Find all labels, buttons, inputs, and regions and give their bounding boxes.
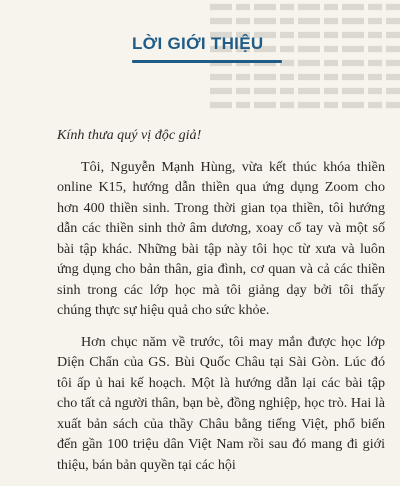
paragraph-1: Tôi, Nguyễn Mạnh Hùng, vừa kết thúc khóa thiền online K15, hướng dẫn thiền qua ứng dụng Zoom cho hơn 400 thiền sinh. Trong thời gian tọa thiền, tôi hướng dẫn các thiền sinh thở âm dương, xoay cổ tay và một số bài tập khác. Những bài tập này tôi học từ xưa và luôn ứng dụng cho bản thân, gia đình, cơ quan và cả các thiền sinh trong các lớp học mà tôi giảng dạy bởi tôi thấy chúng thực sự hiệu quả cho sức khỏe. <box>57 158 385 318</box>
body-text <box>57 125 385 486</box>
title-underline <box>132 60 282 63</box>
heading-block <box>132 34 282 63</box>
greeting: Kính thưa quý vị độc giả! <box>57 127 202 143</box>
paragraph-2: Hơn chục năm về trước, tôi may mắn được học lớp Diện Chẩn của GS. Bùi Quốc Châu tại Sài Gòn. Lúc đó tôi ấp ủ hai kế hoạch. Một là hướng dẫn lại các bài tập cho tất cả người thân, bạn bè, đồng nghiệp, học trò. Hai là xuất bản sách của thầy Châu bằng tiếng Việt, phổ biến đến gần 100 triệu dân Việt Nam rồi sau đó mang đi giới thiệu, bán bản quyền tại các hội <box>57 333 385 473</box>
page-title: LỜI GIỚI THIỆU <box>132 34 264 53</box>
